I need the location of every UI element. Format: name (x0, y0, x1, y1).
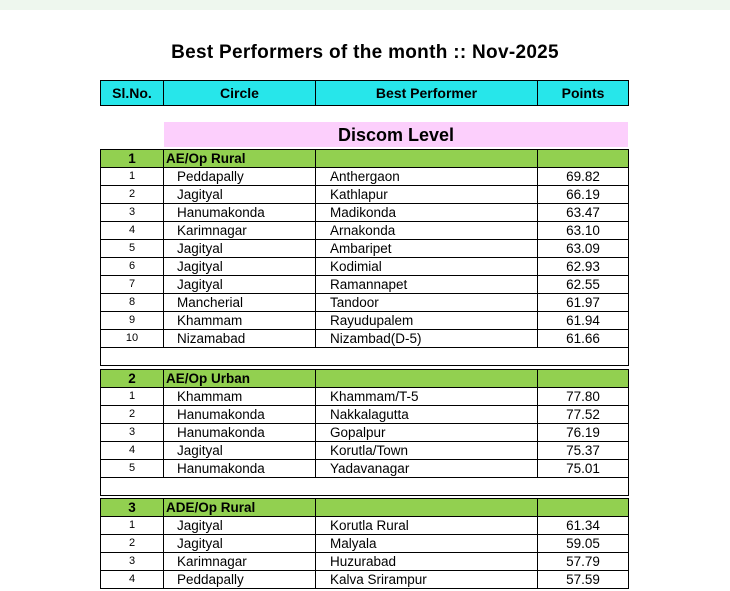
table-row (101, 442, 629, 460)
row-points: 57.59 (538, 571, 629, 589)
row-best-performer: Yadavanagar (316, 460, 538, 478)
row-circle: Khammam (164, 388, 316, 406)
row-circle: Jagityal (164, 535, 316, 553)
row-points: 57.79 (538, 553, 629, 571)
row-sl-no: 10 (101, 330, 164, 348)
section-empty-cell (316, 150, 538, 168)
section-empty-cell (538, 150, 629, 168)
row-sl-no: 5 (101, 460, 164, 478)
table-row (101, 388, 629, 406)
blank-separator-row (101, 348, 629, 366)
row-sl-no: 4 (101, 442, 164, 460)
header-best-performer: Best Performer (316, 81, 538, 106)
row-best-performer: Malyala (316, 535, 538, 553)
table-row (101, 312, 629, 330)
row-sl-no: 4 (101, 222, 164, 240)
page-title: Best Performers of the month :: Nov-2025 (171, 42, 559, 63)
row-sl-no: 4 (101, 571, 164, 589)
row-best-performer: Korutla/Town (316, 442, 538, 460)
table-row (101, 240, 629, 258)
table-row (101, 517, 629, 535)
row-points: 77.80 (538, 388, 629, 406)
row-circle: Jagityal (164, 442, 316, 460)
section-header-row (101, 150, 629, 168)
row-points: 75.01 (538, 460, 629, 478)
table-row (101, 186, 629, 204)
section-name: AE/Op Urban (164, 370, 316, 388)
row-sl-no: 9 (101, 312, 164, 330)
row-circle: Karimnagar (164, 553, 316, 571)
row-circle: Khammam (164, 312, 316, 330)
table-row (101, 571, 629, 589)
header-slno: Sl.No. (101, 81, 164, 106)
section-number: 1 (101, 150, 164, 168)
discom-level-banner: Discom Level (164, 122, 628, 147)
row-circle: Hanumakonda (164, 204, 316, 222)
table-row (101, 222, 629, 240)
row-points: 63.09 (538, 240, 629, 258)
row-best-performer: Kalva Srirampur (316, 571, 538, 589)
row-circle: Peddapally (164, 168, 316, 186)
section-number: 2 (101, 370, 164, 388)
table-row (101, 258, 629, 276)
row-best-performer: Rayudupalem (316, 312, 538, 330)
row-sl-no: 3 (101, 204, 164, 222)
row-best-performer: Khammam/T-5 (316, 388, 538, 406)
header-points: Points (538, 81, 629, 106)
table-row (101, 406, 629, 424)
blank-cell (101, 348, 629, 366)
row-circle: Hanumakonda (164, 406, 316, 424)
table-row (101, 276, 629, 294)
section-empty-cell (316, 499, 538, 517)
row-best-performer: Nakkalagutta (316, 406, 538, 424)
section-empty-cell (538, 499, 629, 517)
row-best-performer: Arnakonda (316, 222, 538, 240)
table-row (101, 330, 629, 348)
row-best-performer: Gopalpur (316, 424, 538, 442)
row-sl-no: 1 (101, 388, 164, 406)
section-empty-cell (316, 370, 538, 388)
section-number: 3 (101, 499, 164, 517)
row-circle: Jagityal (164, 276, 316, 294)
row-sl-no: 2 (101, 535, 164, 553)
row-points: 63.10 (538, 222, 629, 240)
row-sl-no: 3 (101, 424, 164, 442)
table-row (101, 553, 629, 571)
row-best-performer: Kodimial (316, 258, 538, 276)
row-circle: Hanumakonda (164, 460, 316, 478)
table-row (101, 204, 629, 222)
row-sl-no: 1 (101, 517, 164, 535)
row-circle: Karimnagar (164, 222, 316, 240)
row-sl-no: 8 (101, 294, 164, 312)
row-points: 61.34 (538, 517, 629, 535)
row-sl-no: 3 (101, 553, 164, 571)
row-sl-no: 2 (101, 406, 164, 424)
row-circle: Hanumakonda (164, 424, 316, 442)
row-points: 75.37 (538, 442, 629, 460)
row-points: 61.97 (538, 294, 629, 312)
table-row (101, 535, 629, 553)
table-row (101, 294, 629, 312)
section-name: ADE/Op Rural (164, 499, 316, 517)
section-header-row (101, 499, 629, 517)
row-best-performer: Madikonda (316, 204, 538, 222)
row-points: 76.19 (538, 424, 629, 442)
section-table-3 (100, 498, 629, 589)
row-sl-no: 7 (101, 276, 164, 294)
table-row (101, 460, 629, 478)
table-row (101, 424, 629, 442)
row-points: 62.93 (538, 258, 629, 276)
row-points: 61.66 (538, 330, 629, 348)
row-best-performer: Ambaripet (316, 240, 538, 258)
row-points: 63.47 (538, 204, 629, 222)
row-points: 66.19 (538, 186, 629, 204)
row-circle: Mancherial (164, 294, 316, 312)
table-row (101, 168, 629, 186)
row-circle: Jagityal (164, 517, 316, 535)
row-best-performer: Nizambad(D-5) (316, 330, 538, 348)
row-best-performer: Tandoor (316, 294, 538, 312)
row-points: 62.55 (538, 276, 629, 294)
blank-cell (101, 478, 629, 496)
row-circle: Jagityal (164, 186, 316, 204)
row-sl-no: 1 (101, 168, 164, 186)
section-empty-cell (538, 370, 629, 388)
row-points: 77.52 (538, 406, 629, 424)
row-points: 59.05 (538, 535, 629, 553)
top-border (0, 0, 730, 10)
row-best-performer: Ramannapet (316, 276, 538, 294)
row-best-performer: Huzurabad (316, 553, 538, 571)
row-best-performer: Korutla Rural (316, 517, 538, 535)
row-sl-no: 5 (101, 240, 164, 258)
row-circle: Nizamabad (164, 330, 316, 348)
section-name: AE/Op Rural (164, 150, 316, 168)
row-best-performer: Anthergaon (316, 168, 538, 186)
section-table-1 (100, 149, 629, 366)
row-circle: Jagityal (164, 240, 316, 258)
header-circle: Circle (164, 81, 316, 106)
header-row (100, 80, 629, 106)
row-points: 61.94 (538, 312, 629, 330)
row-circle: Peddapally (164, 571, 316, 589)
row-best-performer: Kathlapur (316, 186, 538, 204)
row-circle: Jagityal (164, 258, 316, 276)
row-sl-no: 6 (101, 258, 164, 276)
blank-separator-row (101, 478, 629, 496)
section-table-2 (100, 369, 629, 496)
row-sl-no: 2 (101, 186, 164, 204)
row-points: 69.82 (538, 168, 629, 186)
section-header-row (101, 370, 629, 388)
